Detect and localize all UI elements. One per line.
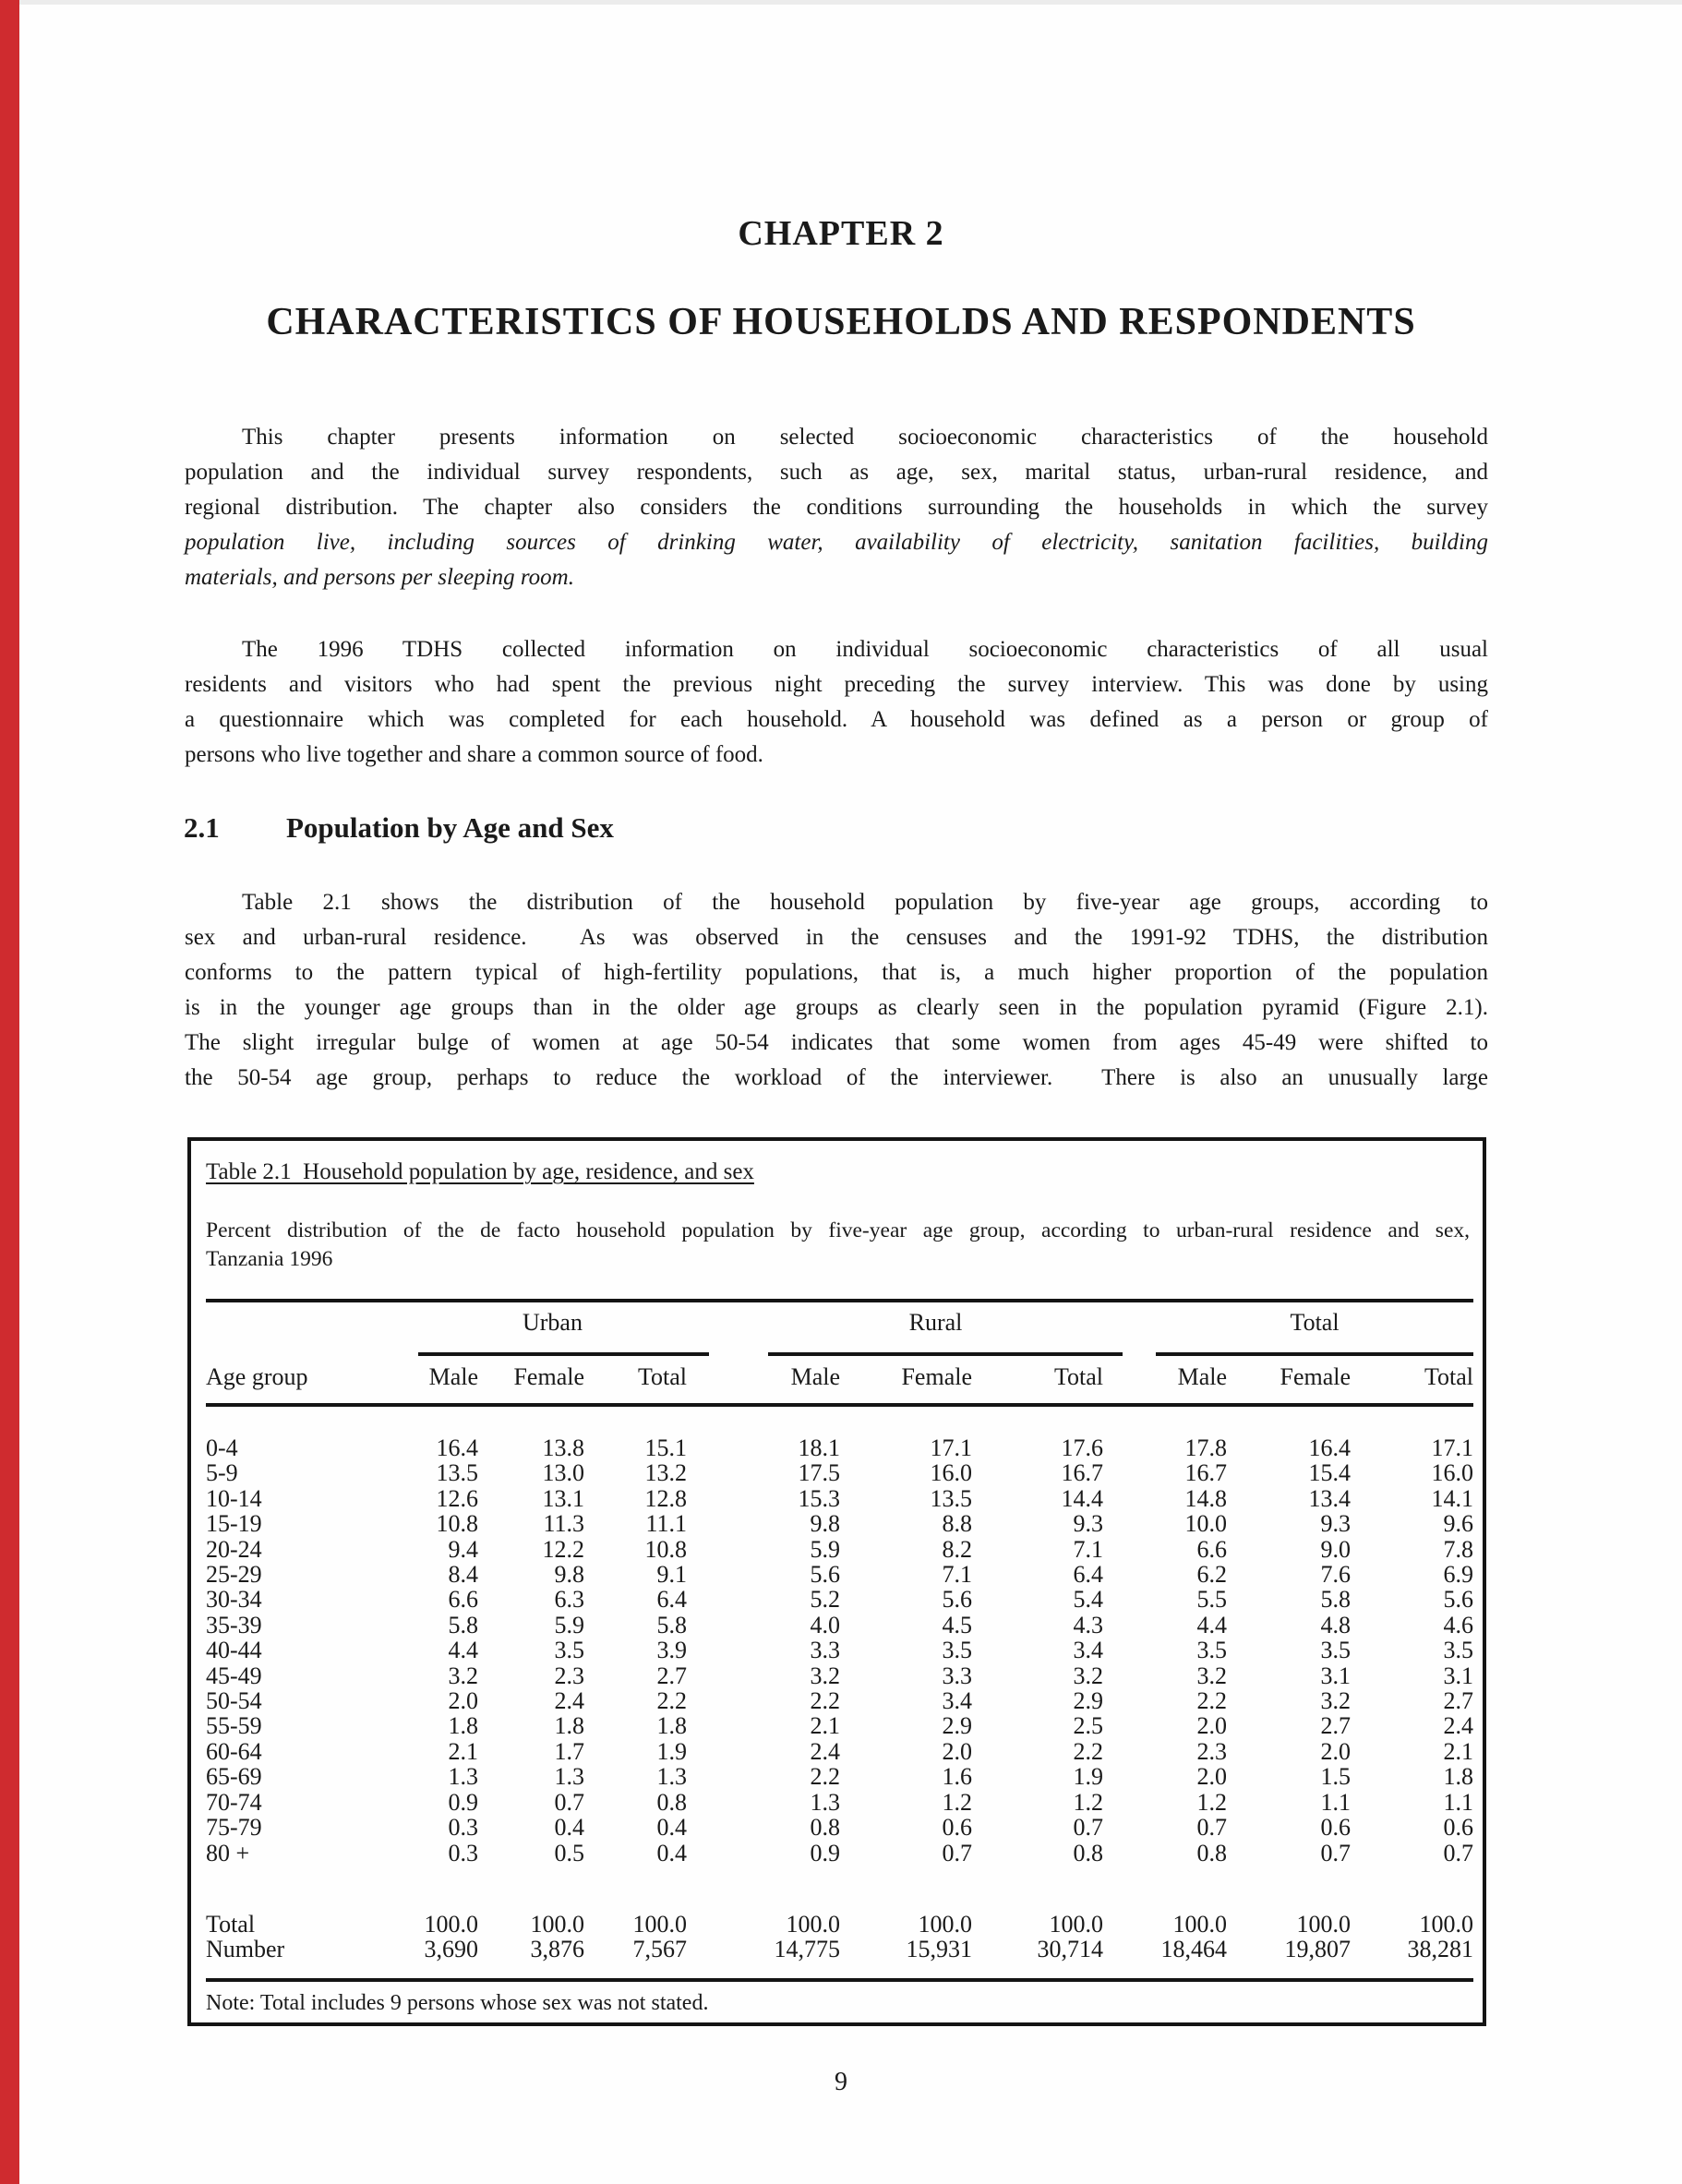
text-line: a questionnaire which was completed for each household. A household was defined as a person or group of [185, 707, 1488, 732]
value-cell: 3.2 [448, 1662, 478, 1689]
text-line: Percent distribution of the de facto household population by five-year age group, according to urban-rural residence and sex, [206, 1218, 1470, 1242]
value-cell: 5.8 [656, 1611, 687, 1638]
value-cell: 14.4 [1061, 1484, 1104, 1512]
value-cell: 6.2 [1196, 1561, 1228, 1589]
value-cell: 0.5 [554, 1839, 584, 1866]
value-cell: 2.4 [810, 1737, 840, 1765]
age-group-cell: 20-24 [206, 1535, 262, 1563]
value-cell: 3.5 [554, 1637, 584, 1664]
column-header-total-total: Total [1351, 1357, 1473, 1405]
group-rule-cell [1103, 1342, 1473, 1357]
summary-label-cell: Total [206, 1910, 256, 1938]
group-header-rural: Rural [687, 1301, 1103, 1342]
value-cell: 2.0 [942, 1737, 972, 1765]
value-cell: 0.9 [448, 1788, 478, 1816]
value-cell: 8.4 [448, 1561, 478, 1589]
text-line: persons who live together and share a common source of food. [185, 742, 763, 767]
value-cell: 1.2 [942, 1788, 972, 1816]
column-header-rural-male: Male [687, 1357, 840, 1405]
summary-value-cell: 100.0 [1419, 1910, 1474, 1938]
summary-value-cell: 100.0 [918, 1910, 972, 1938]
table-row [206, 1663, 1473, 1688]
value-cell: 4.3 [1073, 1611, 1104, 1638]
value-cell: 15.4 [1308, 1459, 1352, 1487]
age-group-cell: 70-74 [206, 1788, 262, 1816]
column-header-rural-female: Female [840, 1357, 972, 1405]
age-group-cell: 60-64 [206, 1737, 262, 1765]
value-cell: 16.0 [1431, 1459, 1474, 1487]
section-heading [184, 812, 614, 844]
group-rule-cell [687, 1342, 1103, 1357]
value-cell: 16.7 [1061, 1459, 1104, 1487]
value-cell: 7.1 [942, 1561, 972, 1589]
value-cell: 0.8 [810, 1814, 840, 1842]
age-group-cell: 30-34 [206, 1586, 262, 1614]
value-cell: 9.8 [554, 1561, 584, 1589]
value-cell: 1.9 [1073, 1763, 1104, 1791]
value-cell: 1.3 [810, 1788, 840, 1816]
value-cell: 2.0 [1196, 1763, 1228, 1791]
age-group-cell: 80 + [206, 1839, 250, 1866]
value-cell: 13.0 [542, 1459, 584, 1487]
age-group-cell: 35-39 [206, 1611, 262, 1638]
value-cell: 9.8 [810, 1510, 840, 1538]
value-cell: 15.3 [798, 1484, 840, 1512]
value-cell: 3.5 [942, 1637, 972, 1664]
value-cell: 2.2 [1073, 1737, 1104, 1765]
value-cell: 0.7 [554, 1788, 584, 1816]
summary-value-cell: 3,690 [424, 1936, 478, 1963]
table-row [206, 1486, 1473, 1511]
value-cell: 1.2 [1196, 1788, 1228, 1816]
table-box [187, 1137, 1486, 2026]
value-cell: 9.4 [448, 1535, 478, 1563]
value-cell: 17.5 [798, 1459, 840, 1487]
summary-value-cell: 100.0 [424, 1910, 478, 1938]
value-cell: 9.6 [1443, 1510, 1474, 1538]
value-cell: 3.4 [942, 1687, 972, 1715]
text-line: is in the younger age groups than in the older age groups as clearly seen in the population pyramid (Figure 2.1). [185, 995, 1488, 1020]
value-cell: 0.4 [656, 1839, 687, 1866]
group-rule-row [206, 1342, 1473, 1357]
summary-row [206, 1937, 1473, 1962]
value-cell: 13.1 [542, 1484, 584, 1512]
value-cell: 2.9 [942, 1712, 972, 1740]
value-cell: 2.3 [554, 1662, 584, 1689]
value-cell: 4.8 [1320, 1611, 1352, 1638]
value-cell: 8.2 [942, 1535, 972, 1563]
table-head [206, 1301, 1473, 1405]
value-cell: 1.8 [1443, 1763, 1474, 1791]
summary-value-cell: 38,281 [1407, 1936, 1474, 1963]
value-cell: 5.8 [1320, 1586, 1352, 1614]
value-cell: 18.1 [798, 1434, 840, 1461]
value-cell: 2.0 [448, 1687, 478, 1715]
value-cell: 1.8 [448, 1712, 478, 1740]
value-cell: 13.8 [542, 1434, 584, 1461]
summary-value-cell: 100.0 [1172, 1910, 1228, 1938]
age-group-cell: 5-9 [206, 1459, 238, 1487]
value-cell: 5.9 [810, 1535, 840, 1563]
value-cell: 2.9 [1073, 1687, 1104, 1715]
table-row [206, 1841, 1473, 1866]
value-cell: 6.6 [448, 1586, 478, 1614]
value-cell: 3.2 [1073, 1662, 1104, 1689]
table-row [206, 1460, 1473, 1485]
value-cell: 0.6 [942, 1814, 972, 1842]
age-group-cell: 75-79 [206, 1814, 262, 1842]
summary-value-cell: 100.0 [1296, 1910, 1352, 1938]
value-cell: 2.7 [1320, 1712, 1352, 1740]
text-line: the 50-54 age group, perhaps to reduce the workload of the interviewer. There is also an unusually large [185, 1065, 1488, 1090]
value-cell: 12.8 [644, 1484, 687, 1512]
age-group-cell: 65-69 [206, 1763, 262, 1791]
value-cell: 12.6 [436, 1484, 478, 1512]
text-line: residents and visitors who had spent the previous night preceding the survey interview. This was done by using [185, 672, 1488, 697]
table-row [206, 1764, 1473, 1789]
value-cell: 16.0 [930, 1459, 972, 1487]
value-cell: 2.2 [810, 1763, 840, 1791]
value-cell: 1.8 [554, 1712, 584, 1740]
section-number: 2.1 [184, 811, 220, 844]
value-cell: 6.4 [1073, 1561, 1104, 1589]
table-row [206, 1562, 1473, 1587]
value-cell: 1.1 [1320, 1788, 1352, 1816]
value-cell: 1.9 [656, 1737, 687, 1765]
page-number: 9 [835, 2068, 847, 2096]
value-cell: 0.6 [1443, 1814, 1474, 1842]
value-cell: 3.1 [1320, 1662, 1352, 1689]
value-cell: 0.8 [1196, 1839, 1228, 1866]
value-cell: 12.2 [542, 1535, 584, 1563]
value-cell: 0.3 [448, 1839, 478, 1866]
summary-value-cell: 7,567 [632, 1936, 687, 1963]
age-group-cell: 40-44 [206, 1637, 262, 1664]
text-line: regional distribution. The chapter also considers the conditions surrounding the households in which the survey [185, 495, 1488, 520]
summary-value-cell: 14,775 [774, 1936, 840, 1963]
value-cell: 5.2 [810, 1586, 840, 1614]
value-cell: 0.4 [656, 1814, 687, 1842]
summary-value-cell: 100.0 [632, 1910, 687, 1938]
table-row [206, 1405, 1473, 1460]
value-cell: 8.8 [942, 1510, 972, 1538]
value-cell: 4.4 [1196, 1611, 1228, 1638]
text-line: population live, including sources of drinking water, availability of electricity, sanitation facilities, building [185, 530, 1488, 555]
text-line: Tanzania 1996 [206, 1247, 333, 1271]
value-cell: 3.1 [1443, 1662, 1474, 1689]
value-cell: 1.3 [554, 1763, 584, 1791]
text-line: population and the individual survey respondents, such as age, sex, marital status, urban-rural residence, and [185, 460, 1488, 485]
value-cell: 10.8 [644, 1535, 687, 1563]
value-cell: 2.3 [1196, 1737, 1228, 1765]
value-cell: 2.1 [448, 1737, 478, 1765]
value-cell: 17.8 [1184, 1434, 1228, 1461]
value-cell: 14.8 [1184, 1484, 1228, 1512]
text-line: materials, and persons per sleeping room. [185, 565, 574, 590]
table-row [206, 1739, 1473, 1764]
value-cell: 13.5 [436, 1459, 478, 1487]
text-line: The slight irregular bulge of women at age 50-54 indicates that some women from ages 45-49 were shifted to [185, 1030, 1488, 1055]
value-cell: 17.6 [1061, 1434, 1104, 1461]
value-cell: 6.4 [656, 1586, 687, 1614]
age-group-cell: 25-29 [206, 1561, 262, 1589]
value-cell: 9.3 [1073, 1510, 1104, 1538]
group-rule [1156, 1352, 1473, 1356]
summary-value-cell: 3,876 [530, 1936, 584, 1963]
table-body [206, 1405, 1473, 1962]
table-note: Note: Total includes 9 persons whose sex was not stated. [206, 1990, 709, 2015]
age-group-cell: 55-59 [206, 1712, 262, 1740]
column-header-urban-total: Total [584, 1357, 687, 1405]
value-cell: 6.3 [554, 1586, 584, 1614]
group-rule [768, 1352, 1123, 1356]
value-cell: 2.5 [1073, 1712, 1104, 1740]
value-cell: 1.2 [1073, 1788, 1104, 1816]
value-cell: 6.6 [1196, 1535, 1228, 1563]
age-group-cell: 50-54 [206, 1687, 262, 1715]
value-cell: 2.4 [1443, 1712, 1474, 1740]
value-cell: 4.4 [448, 1637, 478, 1664]
group-header-row [206, 1301, 1473, 1342]
value-cell: 9.1 [656, 1561, 687, 1589]
value-cell: 9.3 [1320, 1510, 1352, 1538]
value-cell: 1.3 [656, 1763, 687, 1791]
value-cell: 0.3 [448, 1814, 478, 1842]
value-cell: 2.2 [810, 1687, 840, 1715]
summary-value-cell: 100.0 [530, 1910, 584, 1938]
value-cell: 11.1 [645, 1510, 687, 1538]
table-row [206, 1587, 1473, 1612]
value-cell: 1.1 [1443, 1788, 1474, 1816]
value-cell: 1.7 [554, 1737, 584, 1765]
table-subtitle [206, 1217, 1470, 1274]
value-cell: 1.6 [942, 1763, 972, 1791]
value-cell: 9.0 [1320, 1535, 1352, 1563]
value-cell: 16.4 [436, 1434, 478, 1461]
group-header-urban: Urban [372, 1301, 687, 1342]
value-cell: 3.5 [1443, 1637, 1474, 1664]
body-paragraph-1 [185, 420, 1488, 595]
value-cell: 17.1 [1431, 1434, 1474, 1461]
value-cell: 5.6 [942, 1586, 972, 1614]
table-row [206, 1688, 1473, 1713]
value-cell: 3.5 [1196, 1637, 1228, 1664]
summary-value-cell: 18,464 [1160, 1936, 1228, 1963]
text-line: conforms to the pattern typical of high-fertility populations, that is, a much higher proportion of the population [185, 960, 1488, 985]
value-cell: 2.2 [1196, 1687, 1228, 1715]
column-header-rural-total: Total [972, 1357, 1103, 1405]
value-cell: 2.2 [656, 1687, 687, 1715]
summary-value-cell: 15,931 [906, 1936, 972, 1963]
value-cell: 2.4 [554, 1687, 584, 1715]
text-line: This chapter presents information on selected socioeconomic characteristics of the household [242, 425, 1488, 450]
table-row [206, 1790, 1473, 1815]
value-cell: 5.8 [448, 1611, 478, 1638]
value-cell: 1.8 [656, 1712, 687, 1740]
value-cell: 3.2 [810, 1662, 840, 1689]
table-row [206, 1511, 1473, 1536]
section-title: Population by Age and Sex [286, 811, 614, 844]
table-row [206, 1815, 1473, 1840]
value-cell: 1.5 [1320, 1763, 1352, 1791]
value-cell: 7.1 [1073, 1535, 1104, 1563]
summary-label-cell: Number [206, 1936, 285, 1963]
value-cell: 17.1 [930, 1434, 972, 1461]
group-rule-cell [372, 1342, 687, 1357]
value-cell: 13.4 [1308, 1484, 1352, 1512]
value-cell: 5.4 [1073, 1586, 1104, 1614]
value-cell: 0.7 [1196, 1814, 1228, 1842]
value-cell: 7.8 [1443, 1535, 1474, 1563]
summary-value-cell: 100.0 [786, 1910, 840, 1938]
column-header-row [206, 1357, 1473, 1405]
group-header-total: Total [1103, 1301, 1473, 1342]
value-cell: 5.5 [1196, 1586, 1228, 1614]
value-cell: 0.9 [810, 1839, 840, 1866]
table-row [206, 1713, 1473, 1738]
value-cell: 0.8 [656, 1788, 687, 1816]
value-cell: 0.7 [1073, 1814, 1104, 1842]
summary-value-cell: 30,714 [1037, 1936, 1104, 1963]
text-line: sex and urban-rural residence. As was observed in the censuses and the 1991-92 TDHS, the distribution [185, 925, 1488, 950]
value-cell: 16.7 [1184, 1459, 1228, 1487]
value-cell: 2.0 [1320, 1737, 1352, 1765]
value-cell: 7.6 [1320, 1561, 1352, 1589]
age-sex-table [206, 1299, 1473, 1962]
table-row [206, 1537, 1473, 1562]
column-header-total-male: Male [1103, 1357, 1227, 1405]
value-cell: 15.1 [644, 1434, 687, 1461]
value-cell: 0.8 [1073, 1839, 1104, 1866]
value-cell: 13.5 [930, 1484, 972, 1512]
value-cell: 16.4 [1308, 1434, 1352, 1461]
group-rule [418, 1352, 709, 1356]
body-paragraph-2 [185, 632, 1488, 773]
table-row [206, 1638, 1473, 1662]
value-cell: 3.9 [656, 1637, 687, 1664]
value-cell: 5.6 [1443, 1586, 1474, 1614]
age-group-cell: 45-49 [206, 1662, 262, 1689]
value-cell: 0.7 [1320, 1839, 1352, 1866]
value-cell: 3.4 [1073, 1637, 1104, 1664]
summary-row [206, 1866, 1473, 1937]
value-cell: 0.4 [554, 1814, 584, 1842]
column-header-total-female: Female [1227, 1357, 1351, 1405]
column-header-age-group: Age group [206, 1357, 372, 1405]
value-cell: 4.6 [1443, 1611, 1474, 1638]
value-cell: 10.8 [436, 1510, 478, 1538]
summary-value-cell: 19,807 [1284, 1936, 1352, 1963]
column-header-urban-female: Female [478, 1357, 584, 1405]
value-cell: 2.1 [1443, 1737, 1474, 1765]
value-cell: 3.2 [1196, 1662, 1228, 1689]
summary-value-cell: 100.0 [1049, 1910, 1104, 1938]
value-cell: 2.7 [656, 1662, 687, 1689]
value-cell: 0.6 [1320, 1814, 1352, 1842]
value-cell: 6.9 [1443, 1561, 1474, 1589]
chapter-label: CHAPTER 2 [738, 214, 944, 253]
age-group-cell: 0-4 [206, 1434, 238, 1461]
value-cell: 14.1 [1431, 1484, 1474, 1512]
value-cell: 5.9 [554, 1611, 584, 1638]
value-cell: 5.6 [810, 1561, 840, 1589]
note-rule [206, 1978, 1473, 1982]
value-cell: 3.2 [1320, 1687, 1352, 1715]
value-cell: 13.2 [644, 1459, 687, 1487]
age-group-cell: 10-14 [206, 1484, 262, 1512]
value-cell: 2.7 [1443, 1687, 1474, 1715]
value-cell: 3.5 [1320, 1637, 1352, 1664]
group-header-spacer [206, 1301, 372, 1342]
body-paragraph-3 [185, 885, 1488, 1096]
text-line: The 1996 TDHS collected information on individual socioeconomic characteristics of all usual [242, 637, 1488, 662]
value-cell: 1.3 [448, 1763, 478, 1791]
value-cell: 4.0 [810, 1611, 840, 1638]
scan-top-edge [0, 0, 1682, 5]
table-title: Table 2.1 Household population by age, residence, and sex [206, 1159, 754, 1184]
document-title: CHARACTERISTICS OF HOUSEHOLDS AND RESPONDENTS [266, 301, 1416, 343]
value-cell: 0.7 [942, 1839, 972, 1866]
age-group-cell: 15-19 [206, 1510, 262, 1538]
value-cell: 10.0 [1184, 1510, 1228, 1538]
value-cell: 11.3 [543, 1510, 584, 1538]
value-cell: 3.3 [942, 1662, 972, 1689]
column-header-urban-male: Male [372, 1357, 478, 1405]
table-row [206, 1613, 1473, 1638]
group-rule-spacer [206, 1342, 372, 1357]
value-cell: 0.7 [1443, 1839, 1474, 1866]
value-cell: 4.5 [942, 1611, 972, 1638]
value-cell: 2.0 [1196, 1712, 1228, 1740]
value-cell: 2.1 [810, 1712, 840, 1740]
value-cell: 3.3 [810, 1637, 840, 1664]
text-line: Table 2.1 shows the distribution of the household population by five-year age groups, according to [242, 890, 1488, 915]
